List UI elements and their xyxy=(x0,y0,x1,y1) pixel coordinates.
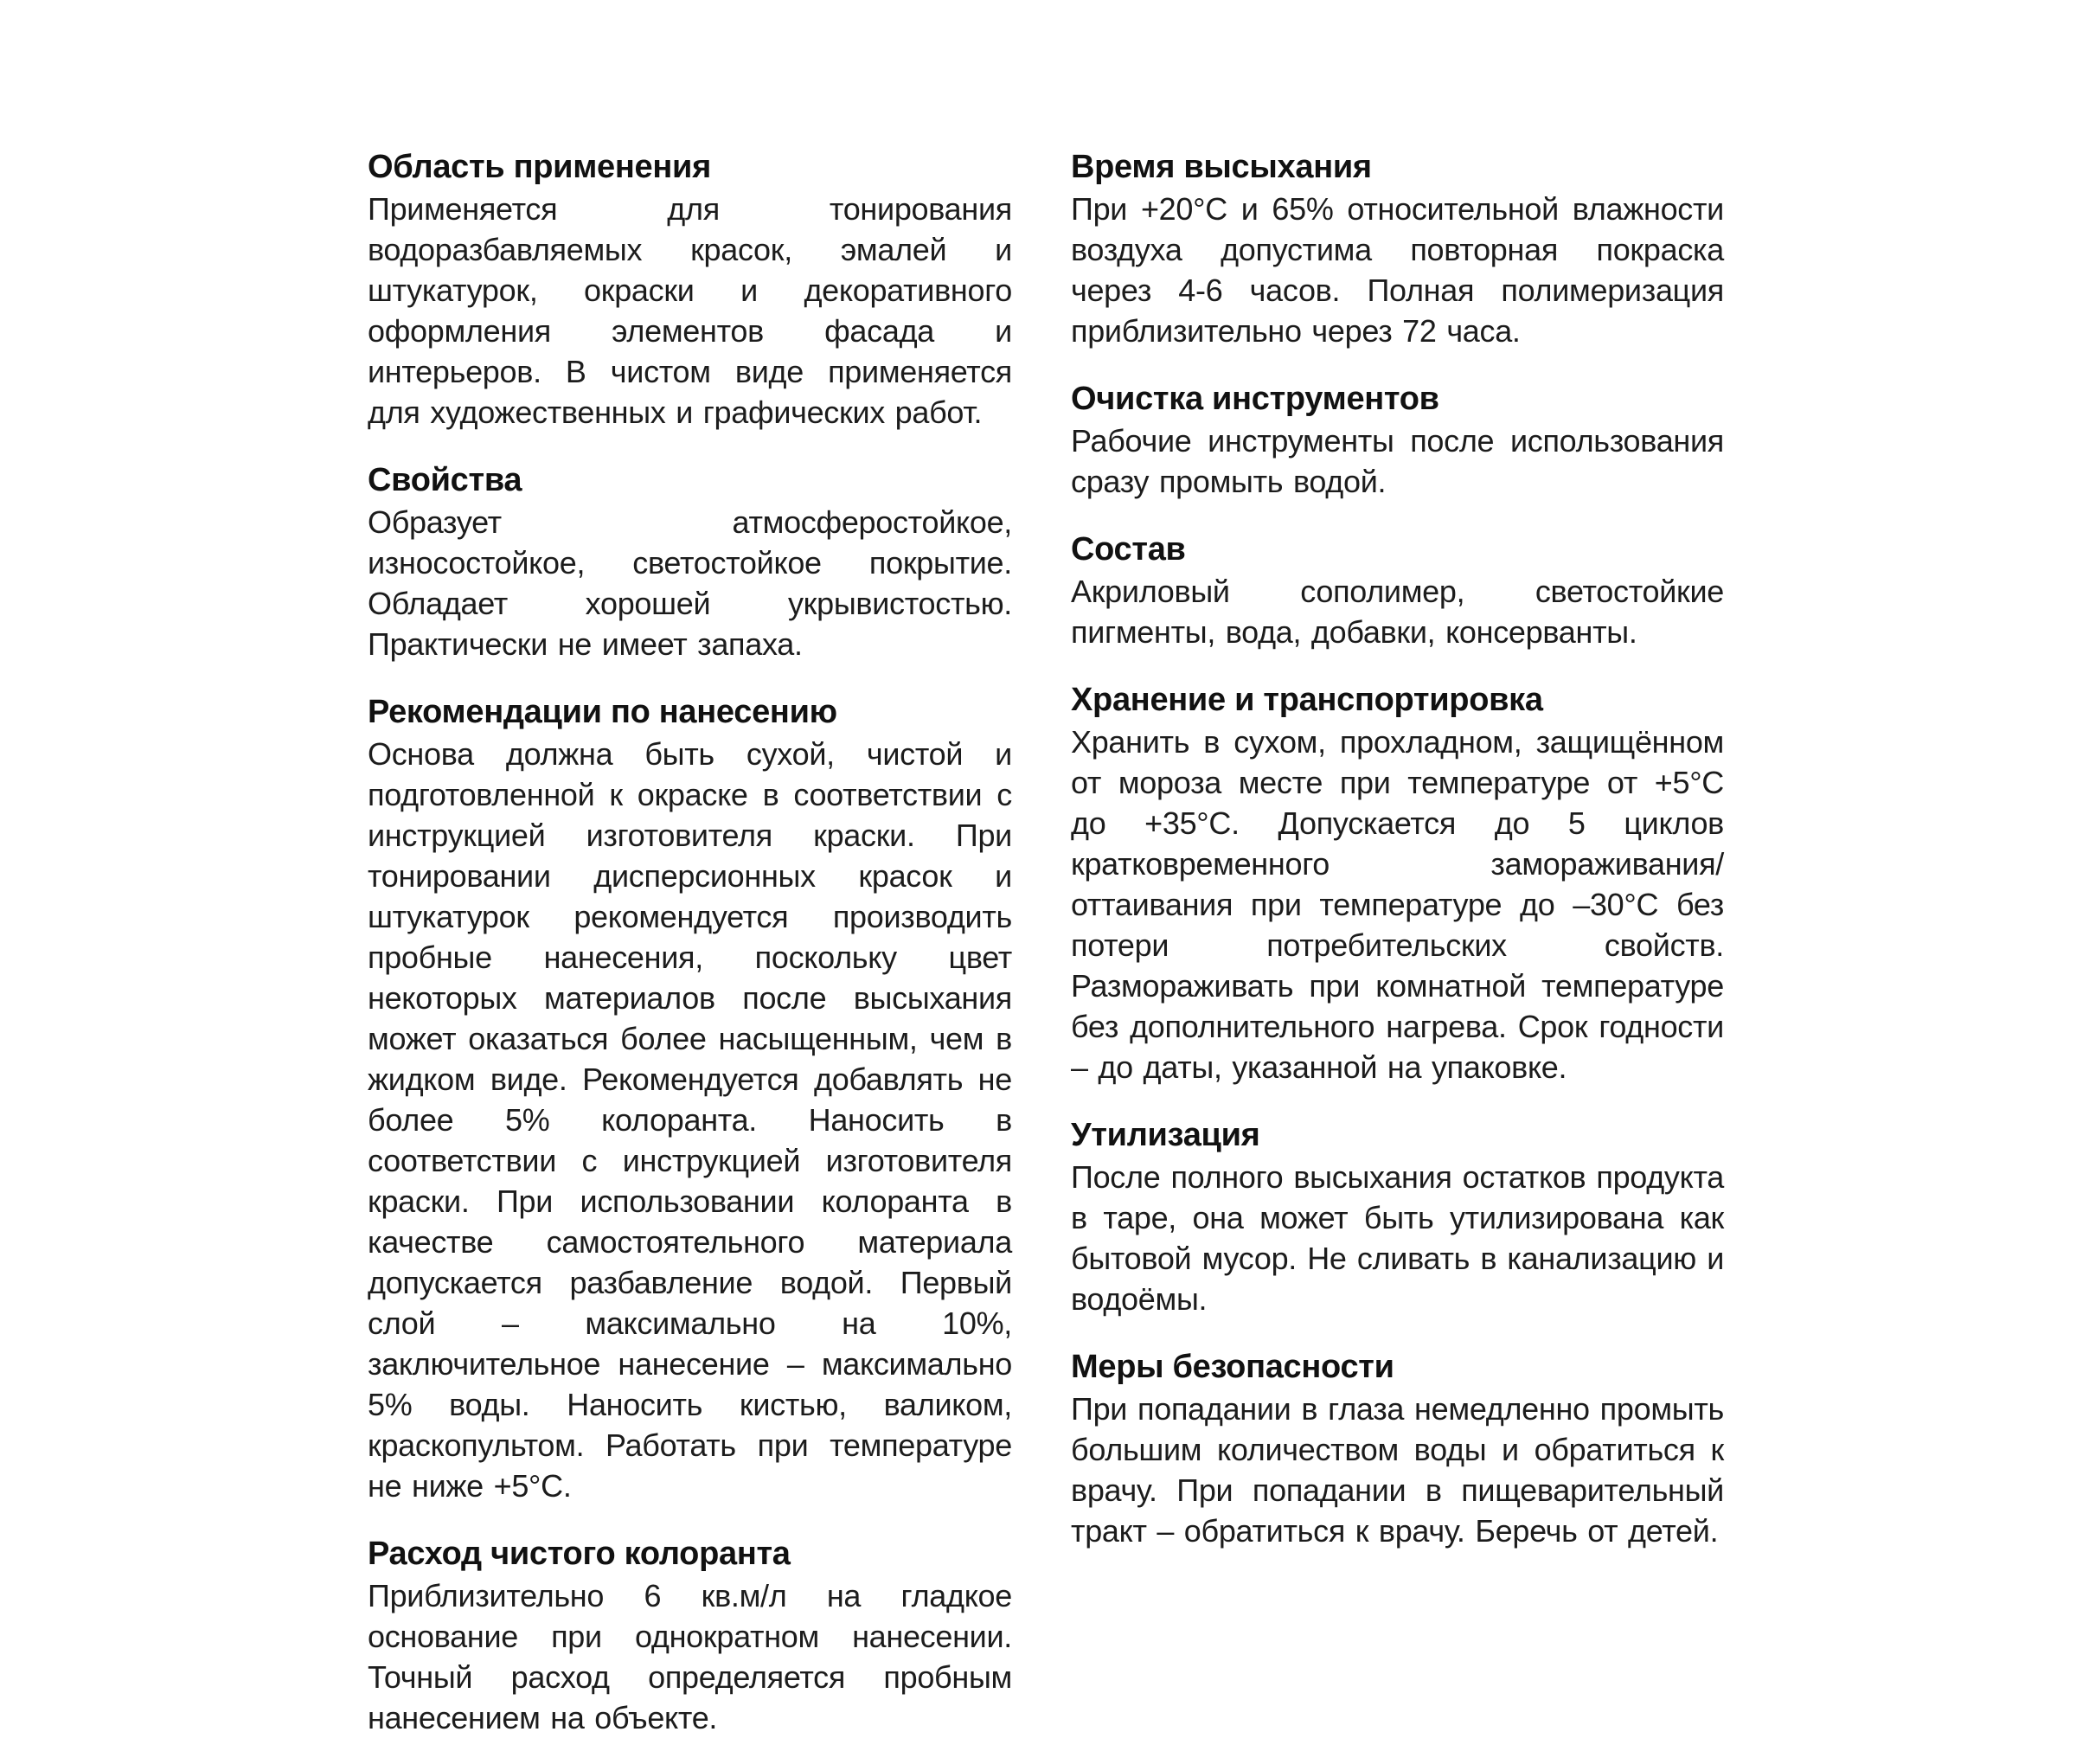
section-heading-application-area: Область применения xyxy=(368,149,711,185)
section-application-recommendations xyxy=(368,690,1012,1506)
section-body-properties: Образует атмосферостойкое, износостойкое, светостойкое покрытие. Обладает хорошей укрывистостью. Практически не имеет запаха. xyxy=(368,504,1012,662)
section-body-composition: Акриловый сополимер, светостойкие пигменты, вода, добавки, консерванты. xyxy=(1071,574,1724,650)
section-body-disposal: После полного высыхания остатков продукта в таре, она может быть утилизирована как бытовой мусор. Не сливать в канализацию и водоёмы. xyxy=(1071,1159,1724,1317)
section-composition xyxy=(1071,528,1724,652)
section-body-colorant-consumption: Приблизительно 6 кв.м/л на гладкое основание при однократном нанесении. Точный расход определяется пробным нанесением на объекте. xyxy=(368,1578,1012,1735)
section-body-storage-transport: Хранить в сухом, прохладном, защищённом от мороза месте при температуре от +5°С до +35°С. Допускается до 5 циклов кратковременного замораживания/оттаивания при температуре до –30°С без потери потребительских свойств. Размораживать при комнатной температуре без дополнительного нагрева. Срок годности – до даты, указанной на упаковке. xyxy=(1071,724,1724,1085)
section-heading-application-recommendations: Рекомендации по нанесению xyxy=(368,694,837,730)
section-body-application-recommendations: Основа должна быть сухой, чистой и подготовленной к окраске в соответствии с инструкцией изготовителя краски. При тонировании дисперсионных красок и штукатурок рекомендуется производить пробные нанесения, поскольку цвет некоторых материалов после высыхания может оказаться более насыщенным, чем в жидком виде. Рекомендуется добавлять не более 5% колоранта. Наносить в соответствии с инструкцией изготовителя краски. При использовании колоранта в качестве самостоятельного материала допускается разбавление водой. Первый слой – максимально на 10%, заключительное нанесение – максимально 5% воды. Наносить кистью, валиком, краскопультом. Работать при температуре не ниже +5°С. xyxy=(368,736,1012,1504)
section-colorant-consumption xyxy=(368,1532,1012,1738)
section-heading-safety-measures: Меры безопасности xyxy=(1071,1349,1394,1385)
section-storage-transport xyxy=(1071,678,1724,1087)
section-tool-cleaning xyxy=(1071,377,1724,502)
section-safety-measures xyxy=(1071,1345,1724,1551)
section-heading-composition: Состав xyxy=(1071,531,1186,568)
right-column xyxy=(1071,145,1724,1764)
section-body-tool-cleaning: Рабочие инструменты после использования сразу промыть водой. xyxy=(1071,423,1724,499)
section-heading-properties: Свойства xyxy=(368,462,522,498)
left-column xyxy=(368,145,1012,1764)
section-body-drying-time: При +20°С и 65% относительной влажности воздуха допустима повторная покраска через 4-6 часов. Полная полимеризация приблизительно через 72 часа. xyxy=(1071,191,1724,349)
section-body-safety-measures: При попадании в глаза немедленно промыть большим количеством воды и обратиться к врачу. При попадании в пищеварительный тракт – обратиться к врачу. Беречь от детей. xyxy=(1071,1391,1724,1549)
section-heading-tool-cleaning: Очистка инструментов xyxy=(1071,381,1439,417)
section-properties xyxy=(368,459,1012,664)
section-heading-storage-transport: Хранение и транспортировка xyxy=(1071,682,1543,718)
section-heading-colorant-consumption: Расход чистого колоранта xyxy=(368,1536,791,1572)
section-body-application-area: Применяется для тонирования водоразбавляемых красок, эмалей и штукатурок, окраски и декоративного оформления элементов фасада и интерьеров. В чистом виде применяется для художественных и графических работ. xyxy=(368,191,1012,430)
section-disposal xyxy=(1071,1113,1724,1319)
section-heading-disposal: Утилизация xyxy=(1071,1117,1260,1153)
section-application-area xyxy=(368,145,1012,433)
section-drying-time xyxy=(1071,145,1724,351)
section-heading-drying-time: Время высыхания xyxy=(1071,149,1372,185)
